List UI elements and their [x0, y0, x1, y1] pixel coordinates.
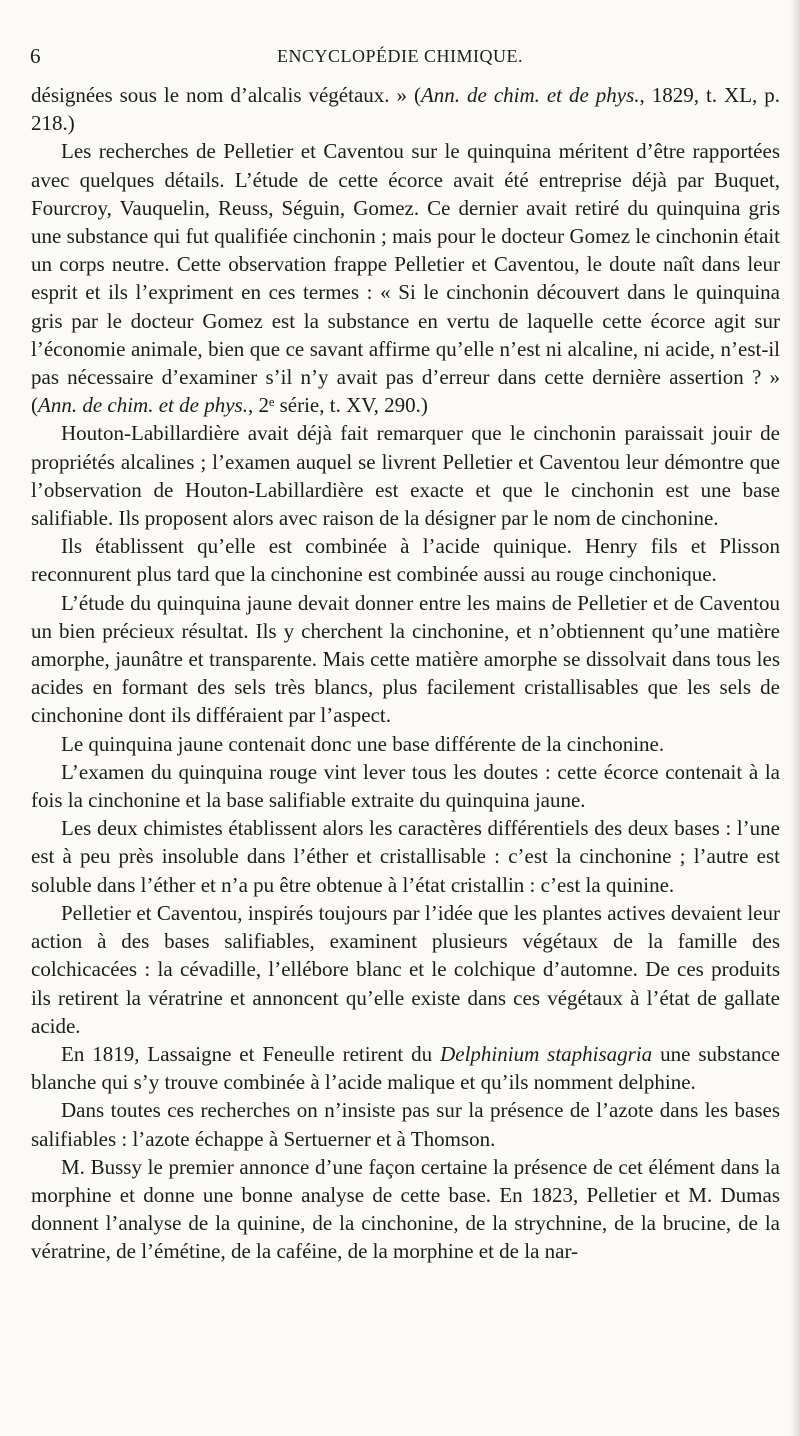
- paragraph: En 1819, Lassaigne et Feneulle retirent du Delphinium staphisagria une substance blanche qui s’y trouve combinée à l’acide malique et qu’ils nomment delphine.: [31, 1041, 780, 1095]
- paragraph: Dans toutes ces recherches on n’insiste pas sur la présence de l’azote dans les bases salifiables : l’azote échappe à Sertuerner et à Thomson.: [31, 1098, 780, 1151]
- page-edge-shadow: [790, 0, 800, 1436]
- paragraph: Les deux chimistes établissent alors les caractères différentiels des deux bases : l’une est à peu près insoluble dans l’éther et cristallisable : c’est la cinchonine ; l’autre est soluble dans l’éther et n’a pu être obtenue à l’état cristallin : c’est la quinine.: [31, 816, 780, 897]
- paragraph: Les recherches de Pelletier et Caventou sur le quinquina méritent d’être rapportées avec quelques détails. L’étude de cette écorce avait été entreprise déjà par Buquet, Fourcroy, Vauquelin, Reuss, Séguin, Gomez. Ce dernier avait retiré du quinquina gris une substance qui fut qualifiée cinchonin ; mais pour le docteur Gomez le cinchonin était un corps neutre. Cette observation frappe Pelletier et Caventou, le doute naît dans leur esprit et ils l’expriment en ces termes : « Si le cinchonin découvert dans le quinquina gris par le docteur Gomez est la substance en vertu de laquelle cette écorce agit sur l’économie animale, bien que ce savant affirme qu’elle n’est ni alcaline, ni acide, n’est-il pas nécessaire d’examiner s’il n’y avait pas d’erreur dans cette dernière assertion ? » (Ann. de chim. et de phys., 2ᵉ série, t. XV, 290.): [31, 139, 780, 418]
- paragraph: M. Bussy le premier annonce d’une façon certaine la présence de cet élément dans la morphine et donne une bonne analyse de cette base. En 1823, Pelletier et M. Dumas donnent l’analyse de la quinine, de la cinchonine, de la strychnine, de la brucine, de la vératrine, de l’émétine, de la caféine, de la morphine et de la nar-: [31, 1154, 780, 1264]
- page-header: [30, 44, 770, 70]
- page-number: 6: [30, 44, 41, 68]
- paragraph: L’examen du quinquina rouge vint lever tous les doutes : cette écorce contenait à la fois la cinchonine et la base salifiable extraite du quinquina jaune.: [31, 759, 780, 813]
- paragraph: Pelletier et Caventou, inspirés toujours par l’idée que les plantes actives devaient leur action à des bases salifiables, examinent plusieurs végétaux de la famille des colchicacées : la cévadille, l’ellébore blanc et le colchique d’automne. De ces produits ils retirent la vératrine et annoncent qu’elle existe dans ces végétaux à l’état de gallate acide.: [31, 900, 780, 1038]
- paragraph: Le quinquina jaune contenait donc une base différente de la cinchonine.: [61, 731, 665, 756]
- paragraph: Ils établissent qu’elle est combinée à l’acide quinique. Henry fils et Plisson reconnurent plus tard que la cinchonine est combinée aussi au rouge cinchonique.: [31, 534, 780, 587]
- paragraph: L’étude du quinquina jaune devait donner entre les mains de Pelletier et de Caventou un bien précieux résultat. Ils y cherchent la cinchonine, et n’obtiennent qu’une matière amorphe, jaunâtre et transparente. Mais cette matière amorphe se dissolvait dans tous les acides en formant des sels très blancs, plus facilement cristallisables que les sels de cinchonine dont ils différaient par l’aspect.: [31, 590, 780, 728]
- body-text: [31, 81, 780, 1266]
- paragraph: Houton-Labillardière avait déjà fait remarquer que le cinchonin paraissait jouir de propriétés alcalines ; l’examen auquel se livrent Pelletier et Caventou leur démontre que l’observation de Houton-Labillardière est exacte et que le cinchonin est une base salifiable. Ils proposent alors avec raison de la désigner par le nom de cinchonine.: [31, 421, 780, 531]
- running-title: ENCYCLOPÉDIE CHIMIQUE.: [277, 46, 523, 66]
- paragraph: désignées sous le nom d’alcalis végétaux. » (Ann. de chim. et de phys., 1829, t. XL, p. 218.): [31, 83, 780, 136]
